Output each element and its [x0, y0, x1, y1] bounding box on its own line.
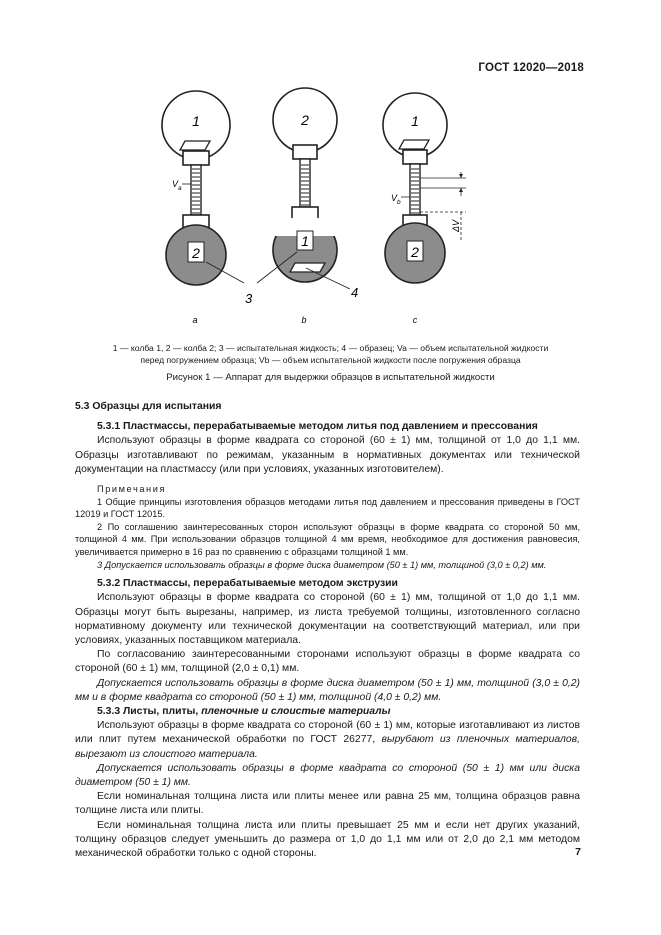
paragraph: Если номинальная толщина листа или плиты менее или равна 25 мм, толщина образцов равна толщине листа или плиты.: [75, 791, 580, 817]
page-number: 7: [575, 846, 581, 858]
label-flask-1-b: 1: [301, 233, 309, 249]
paragraph: Используют образцы в форме квадрата со стороной (60 ± 1) мм, которые изготавливают из листов или плит путем механической обработки по ГОСТ 26277, вырубают из пленочных материалов, вырезают из слоистого материала.: [75, 720, 580, 760]
section-5-3-2-title: 5.3.2 Пластмассы, перерабатываемые методом экструзии: [97, 578, 398, 590]
paragraph: Допускается использовать образцы в форме квадрата со стороной (50 ± 1) мм или диска диаметром (50 ± 1) мм.: [75, 762, 580, 789]
volume-label-vb: V: [391, 193, 398, 203]
svg-text:b: b: [397, 199, 401, 206]
apparatus-a: [162, 91, 230, 285]
paragraph: Если номинальная толщина листа или плиты превышает 25 мм и если нет других указаний, толщину образцов следует уменьшить до размера от 1,0 до 1,1 мм или от 2,0 до 2,1 мм методом механической обработки только с одной стороны.: [75, 819, 580, 860]
paragraph: Используют образцы в форме квадрата со стороной (60 ± 1) мм, толщиной от 1,0 до 1,1 мм. Образцы могут быть вырезаны, например, из листа требуемой толщины, изготовленного согласно нормативному документу или технической документации на соответствующий материал, или при условиях, указанных поставщиком материала.: [75, 592, 580, 646]
sublabel-c: c: [412, 315, 418, 325]
label-flask-2-b: 2: [301, 112, 309, 128]
sample-c: [399, 140, 429, 149]
legend-line-1: 1 — колба 1, 2 — колба 2; 3 — испытательная жидкость; 4 — образец; Va — объем испытательной жидкости: [112, 343, 549, 353]
sublabel-a: a: [192, 315, 198, 325]
apparatus-b: [273, 88, 337, 282]
apparatus-figure: [0, 0, 661, 340]
paragraph: Допускается использовать образцы в форме диска диаметром (50 ± 1) мм, толщиной (3,0 ± 0,2) мм и в форме квадрата со стороной (50 ± 1) мм, толщиной (4,0 ± 0,2) мм.: [75, 677, 580, 703]
sample-a: [180, 141, 210, 150]
label-flask-2-a: 2: [192, 245, 200, 261]
note-2: 2 По соглашению заинтересованных сторон используют образцы в форме квадрата со стороной 50 мм, толщиной 4 мм. При использовании образцов толщиной 4 мм время, необходимое для достижения равновесия, увеличивается примерно в 16 раз по сравнению с образцами толщиной 1 мм.: [75, 521, 580, 557]
callout-4: 4: [351, 285, 359, 300]
callout-3: 3: [245, 291, 253, 306]
figure-caption: Рисунок 1 — Аппарат для выдержки образцов в испытательной жидкости: [166, 372, 495, 383]
label-flask-2-c: 2: [411, 244, 419, 260]
note-3: 3 Допускается использовать образцы в форме диска диаметром (50 ± 1) мм, толщиной (3,0 ± 0,2) мм.: [97, 559, 547, 570]
legend-line-2: перед погружением образца; Vb — объем испытательной жидкости после погружения образца: [140, 355, 521, 365]
sample-b: [290, 263, 325, 272]
figure-legend: [60, 342, 601, 366]
sublabel-b: b: [301, 315, 307, 325]
standard-id: ГОСТ 12020—2018: [478, 62, 584, 74]
label-flask-1-a: 1: [192, 113, 200, 129]
svg-text:a: a: [178, 185, 182, 192]
apparatus-c: [383, 93, 466, 283]
volume-label-va: V: [172, 179, 179, 189]
section-5-3-1-title: 5.3.1 Пластмассы, перерабатываемые методом литья под давлением и прессования: [97, 421, 538, 433]
note-1: 1 Общие принципы изготовления образцов методами литья под давлением и прессования приведены в ГОСТ 12019 и ГОСТ 12015.: [75, 496, 580, 520]
label-flask-1-c: 1: [411, 113, 419, 129]
section-5-3-3-title: 5.3.3 Листы, плиты, пленочные и слоистые материалы: [97, 706, 391, 717]
paragraph: Используют образцы в форме квадрата со стороной (60 ± 1) мм, толщиной от 1,0 до 1,1 мм. Образцы изготавливают по режимам, указанным в нормативных документах или технической документации на пластмассу (или при условиях, указанных изготовителем).: [75, 435, 580, 475]
notes-title: Примечания: [97, 484, 167, 495]
document-body: [75, 400, 580, 861]
paragraph: По согласованию заинтересованными сторонами используют образцы в форме квадрата со стороной (60 ± 1) мм, толщиной (2,0 ± 0,1) мм.: [75, 649, 580, 675]
section-5-3-title: 5.3 Образцы для испытания: [75, 401, 222, 412]
delta-v-label: ΔV: [451, 219, 461, 232]
